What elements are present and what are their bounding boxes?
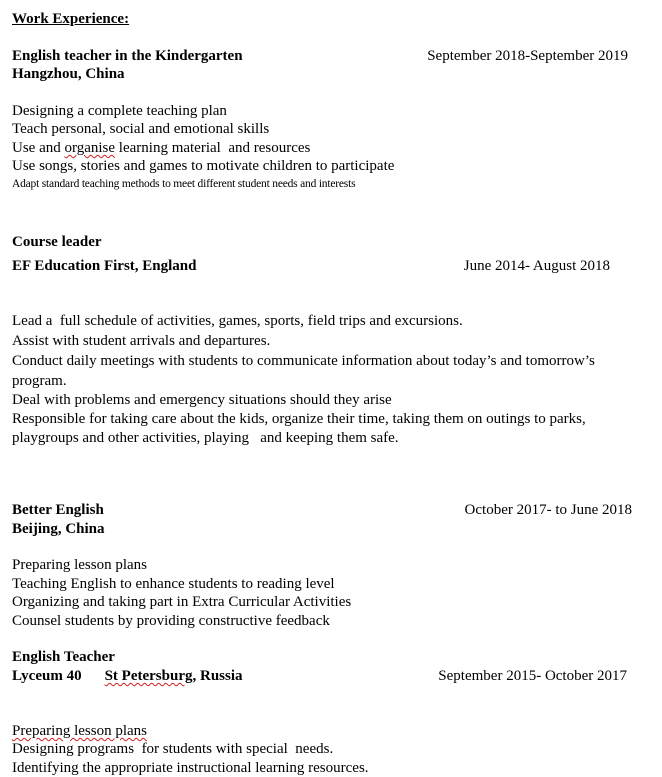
job1-title: English teacher in the Kindergarten (12, 48, 243, 64)
job1-duty-3 (12, 139, 310, 157)
job4-duty-1 (12, 722, 147, 740)
job2-duty-3: Conduct daily meetings with students to communicate information about today’s and tomorrow’s (12, 353, 595, 369)
job1-duty-3-part-a: Use and (12, 140, 65, 156)
job3-duty-2: Teaching English to enhance students to reading level (12, 576, 335, 592)
job3-duty-4: Counsel students by providing constructive feedback (12, 613, 330, 629)
job2-duty-2: Assist with student arrivals and departures. (12, 333, 271, 349)
job2-duty-4: Deal with problems and emergency situations should they arise (12, 392, 392, 408)
job3-duty-3: Organizing and taking part in Extra Curricular Activities (12, 594, 352, 610)
job3-location: Beijing, China (12, 521, 105, 537)
job4-dates: September 2015- October 2017 (438, 668, 627, 684)
job1-duty-1: Designing a complete teaching plan (12, 103, 227, 119)
spelling-flag-st-petersburg: St Petersburg (104, 668, 193, 684)
job2-duty-5-cont: playgroups and other activities, playing and keeping them safe. (12, 430, 399, 446)
job3-dates: October 2017- to June 2018 (464, 502, 632, 518)
job4-duty-2: Designing programs for students with special needs. (12, 741, 334, 757)
job4-duty-3: Identifying the appropriate instructional learning resources. (12, 760, 369, 776)
job2-duty-3-cont: program. (12, 373, 67, 389)
job2-dates: June 2014- August 2018 (463, 258, 610, 274)
job1-duty-5: Adapt standard teaching methods to meet different student needs and interests (12, 178, 356, 190)
job4-country: , Russia (192, 668, 243, 684)
job2-duty-1: Lead a full schedule of activities, games, sports, field trips and excursions. (12, 313, 463, 329)
job4-title: English Teacher (12, 649, 115, 665)
spelling-flag-organise: organise (64, 140, 116, 156)
job3-title: Better English (12, 502, 104, 518)
job1-dates: September 2018-September 2019 (427, 48, 628, 64)
job4-duty-1-text: Preparing lesson plans (12, 723, 147, 739)
job1-duty-3-part-b: learning material and resources (115, 140, 311, 156)
job4-school: Lyceum 40 (12, 668, 82, 684)
job1-duty-4: Use songs, stories and games to motivate children to participate (12, 158, 395, 174)
job4-school-line (12, 667, 243, 685)
job3-duty-1: Preparing lesson plans (12, 557, 147, 573)
job2-company: EF Education First, England (12, 258, 197, 274)
section-heading-work-experience: Work Experience: (12, 11, 130, 27)
job1-duty-2: Teach personal, social and emotional skills (12, 121, 270, 137)
job1-location: Hangzhou, China (12, 66, 125, 82)
job2-duty-5: Responsible for taking care about the kids, organize their time, taking them on outings to parks, (12, 411, 586, 427)
job2-title: Course leader (12, 234, 102, 250)
